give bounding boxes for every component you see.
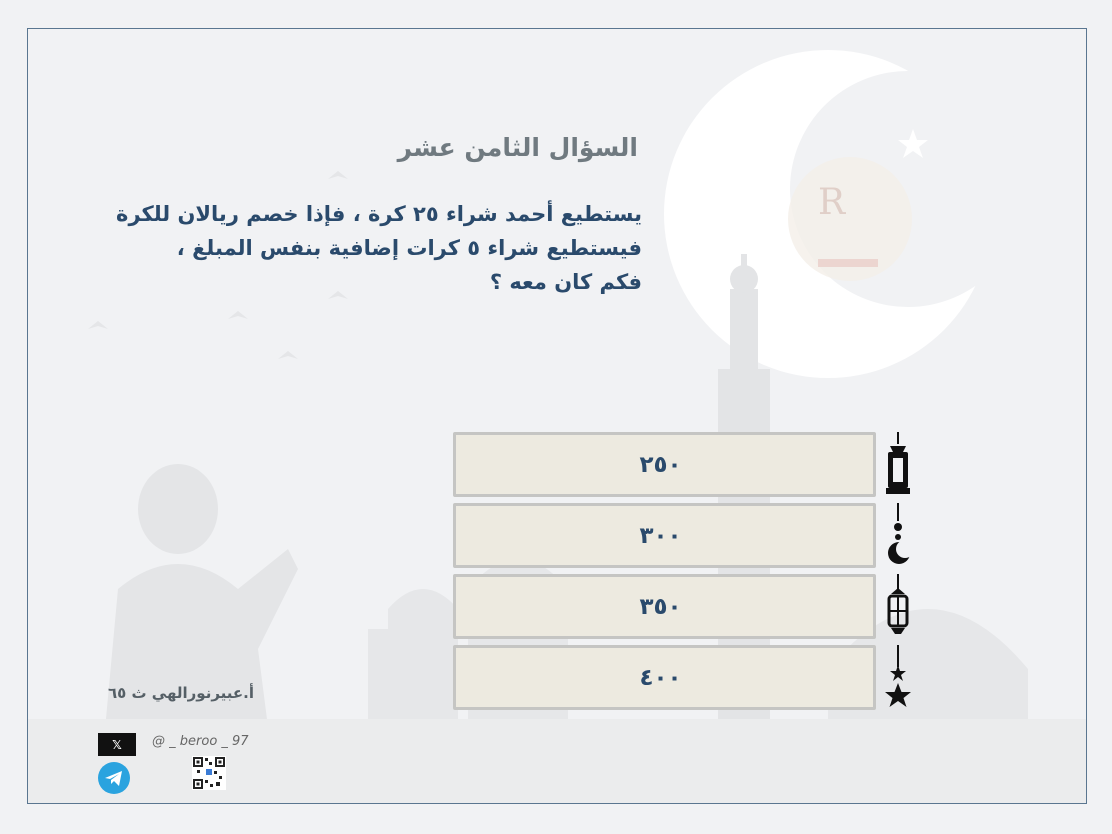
question-line: فيستطيع شراء ٥ كرات إضافية بنفس المبلغ ، <box>176 236 642 260</box>
x-social-icon[interactable] <box>98 733 136 756</box>
answer-option-1[interactable] <box>453 432 876 497</box>
x-label: 𝕏 <box>112 737 122 752</box>
social-handle: @ _ beroo _ 97 <box>152 734 249 749</box>
question-line: فكم كان معه ؟ <box>489 270 642 294</box>
svg-text:R: R <box>818 182 846 223</box>
answer-option-2[interactable] <box>453 503 876 568</box>
slide-frame <box>27 28 1087 804</box>
answer-option-label: ٤٠٠ <box>639 664 682 691</box>
question-title: السؤال الثامن عشر <box>397 133 638 162</box>
answer-option-label: ٣٥٠ <box>639 593 682 620</box>
answer-option-4[interactable] <box>453 645 876 710</box>
question-text <box>82 197 642 299</box>
crescent-ornament-icon <box>883 503 913 569</box>
answer-option-label: ٣٠٠ <box>639 522 682 549</box>
answer-option-3[interactable] <box>453 574 876 639</box>
paper-plane-icon <box>98 762 130 794</box>
star-ornament-icon <box>883 645 913 711</box>
qr-code-icon[interactable] <box>192 756 226 790</box>
question-line: يستطيع أحمد شراء ٢٥ كرة ، فإذا خصم ريالان للكرة <box>116 202 642 226</box>
telegram-icon[interactable] <box>98 762 130 794</box>
author-credit: أ.عبيرنورالهي ث ٦٥ <box>107 684 254 702</box>
hanging-lantern-icon <box>883 574 913 640</box>
lantern-icon <box>883 432 913 498</box>
answer-option-label: ٢٥٠ <box>639 451 682 478</box>
